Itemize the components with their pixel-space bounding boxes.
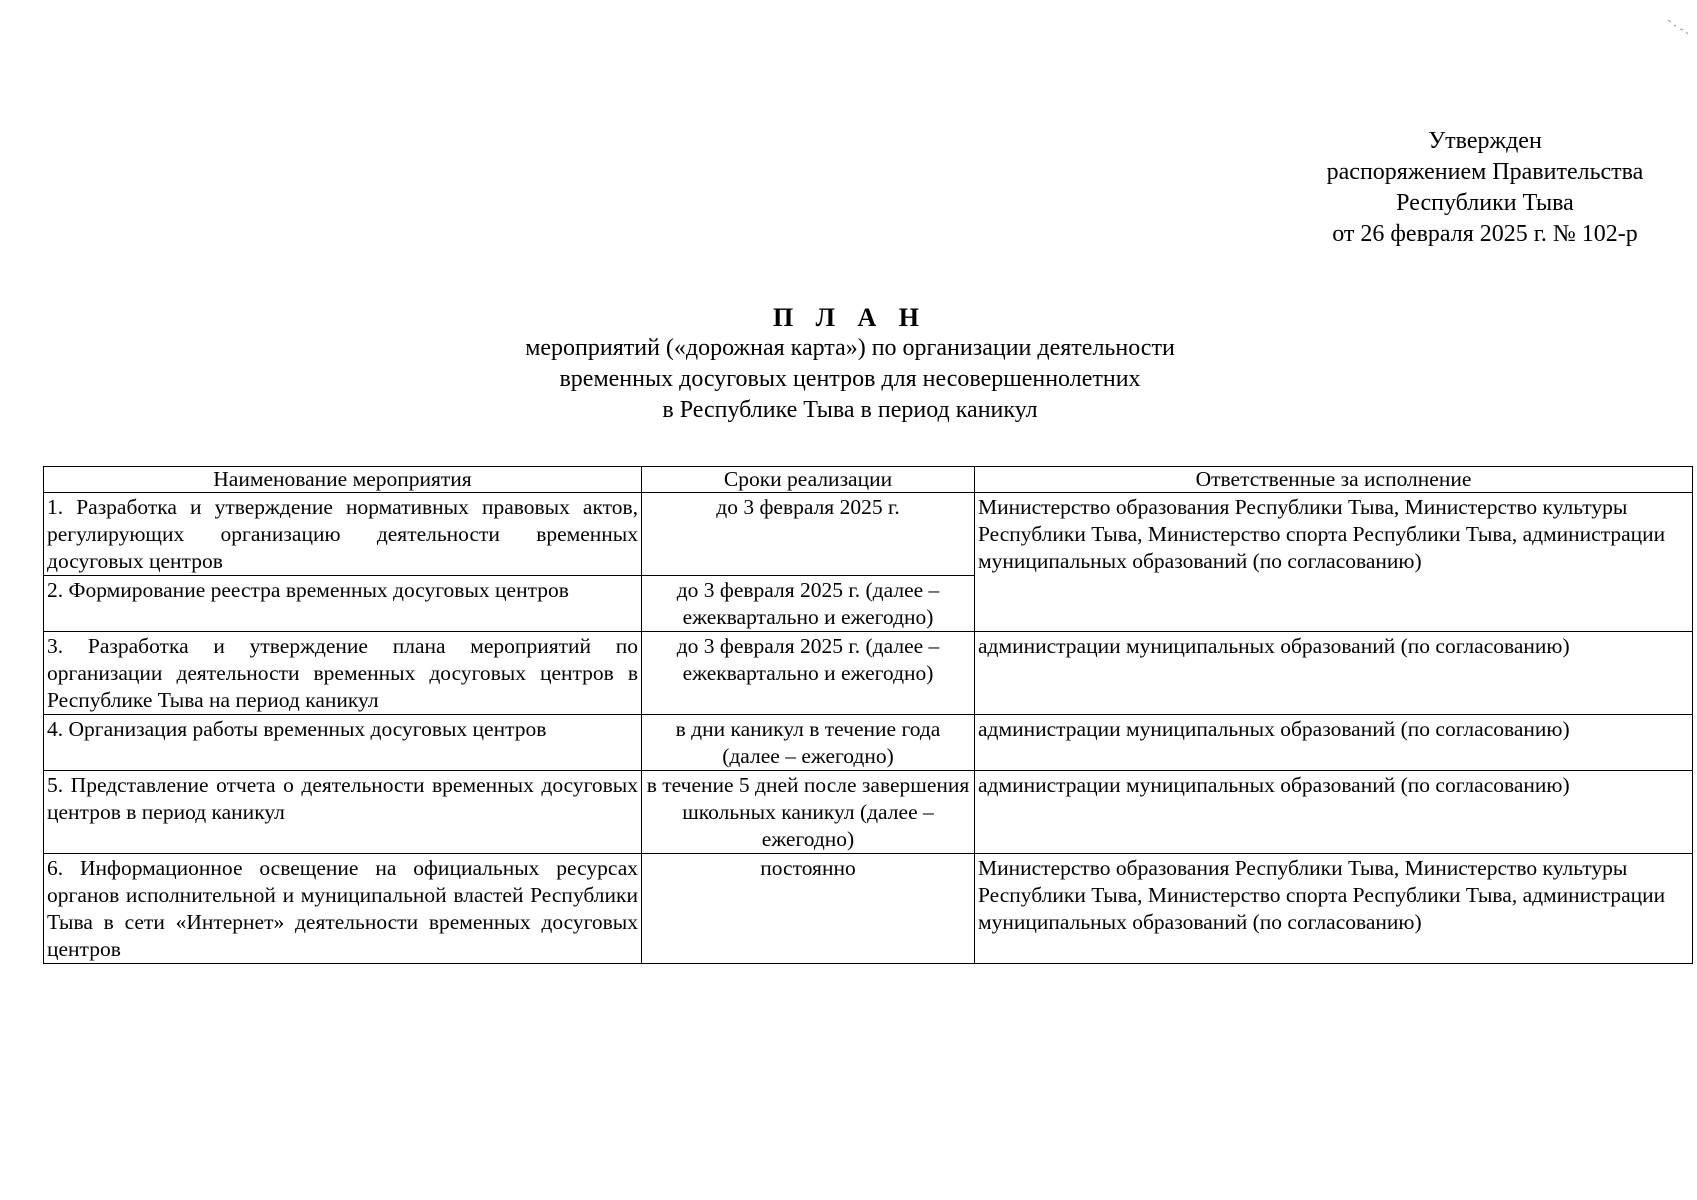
activity-name-cell: 4. Организация работы временных досуговых центров — [44, 715, 642, 771]
plan-heading: П Л А Н — [772, 303, 928, 332]
plan-table — [43, 466, 1693, 964]
plan-subtitle-line: временных досуговых центров для несовершеннолетних — [559, 366, 1141, 392]
approval-date-line: от 26 февраля 2025 г. № 102-р — [1332, 221, 1638, 247]
responsible-cell: администрации муниципальных образований (по согласованию) — [975, 715, 1693, 771]
plan-subtitle-line: в Республике Тыва в период каникул — [662, 397, 1038, 423]
table-row — [44, 632, 1693, 715]
responsible-cell: Министерство образования Республики Тыва, Министерство культуры Республики Тыва, Министерство спорта Республики Тыва, администрации муниципальных образований (по согласованию) — [975, 493, 1693, 632]
header-activity-name: Наименование мероприятия — [44, 467, 642, 493]
deadline-cell: в течение 5 дней после завершения школьных каникул (далее – ежегодно) — [642, 771, 975, 854]
deadline-cell: до 3 февраля 2025 г. (далее – ежеквартально и ежегодно) — [642, 576, 975, 632]
table-row — [44, 715, 1693, 771]
approval-stamp — [1285, 126, 1685, 250]
responsible-cell: администрации муниципальных образований (по согласованию) — [975, 771, 1693, 854]
activity-name-cell: 3. Разработка и утверждение плана мероприятий по организации деятельности временных досуговых центров в Республике Тыва на период каникул — [44, 632, 642, 715]
table-row — [44, 854, 1693, 964]
activity-name-cell: 6. Информационное освещение на официальных ресурсах органов исполнительной и муниципальной властей Республики Тыва в сети «Интернет» деятельности временных досуговых центров — [44, 854, 642, 964]
scan-artifact-mark — [1666, 16, 1692, 38]
activity-name-cell: 2. Формирование реестра временных досуговых центров — [44, 576, 642, 632]
document-title — [400, 302, 1300, 426]
table-row — [44, 493, 1693, 576]
header-responsible: Ответственные за исполнение — [975, 467, 1693, 493]
activity-name-cell: 1. Разработка и утверждение нормативных правовых актов, регулирующих организацию деятельности временных досуговых центров — [44, 493, 642, 576]
activity-name-cell: 5. Представление отчета о деятельности временных досуговых центров в период каникул — [44, 771, 642, 854]
deadline-cell: до 3 февраля 2025 г. — [642, 493, 975, 576]
responsible-cell: Министерство образования Республики Тыва, Министерство культуры Республики Тыва, Министерство спорта Республики Тыва, администрации муниципальных образований (по согласованию) — [975, 854, 1693, 964]
deadline-cell: в дни каникул в течение года (далее – ежегодно) — [642, 715, 975, 771]
deadline-cell: постоянно — [642, 854, 975, 964]
approval-line: Республики Тыва — [1396, 190, 1574, 216]
responsible-cell: администрации муниципальных образований (по согласованию) — [975, 632, 1693, 715]
plan-subtitle-line: мероприятий («дорожная карта») по организации деятельности — [525, 335, 1175, 361]
deadline-cell: до 3 февраля 2025 г. (далее – ежеквартально и ежегодно) — [642, 632, 975, 715]
table-header-row — [44, 467, 1693, 493]
table-row — [44, 771, 1693, 854]
header-deadline: Сроки реализации — [642, 467, 975, 493]
approval-line: Утвержден — [1428, 128, 1542, 154]
approval-line: распоряжением Правительства — [1326, 159, 1644, 185]
